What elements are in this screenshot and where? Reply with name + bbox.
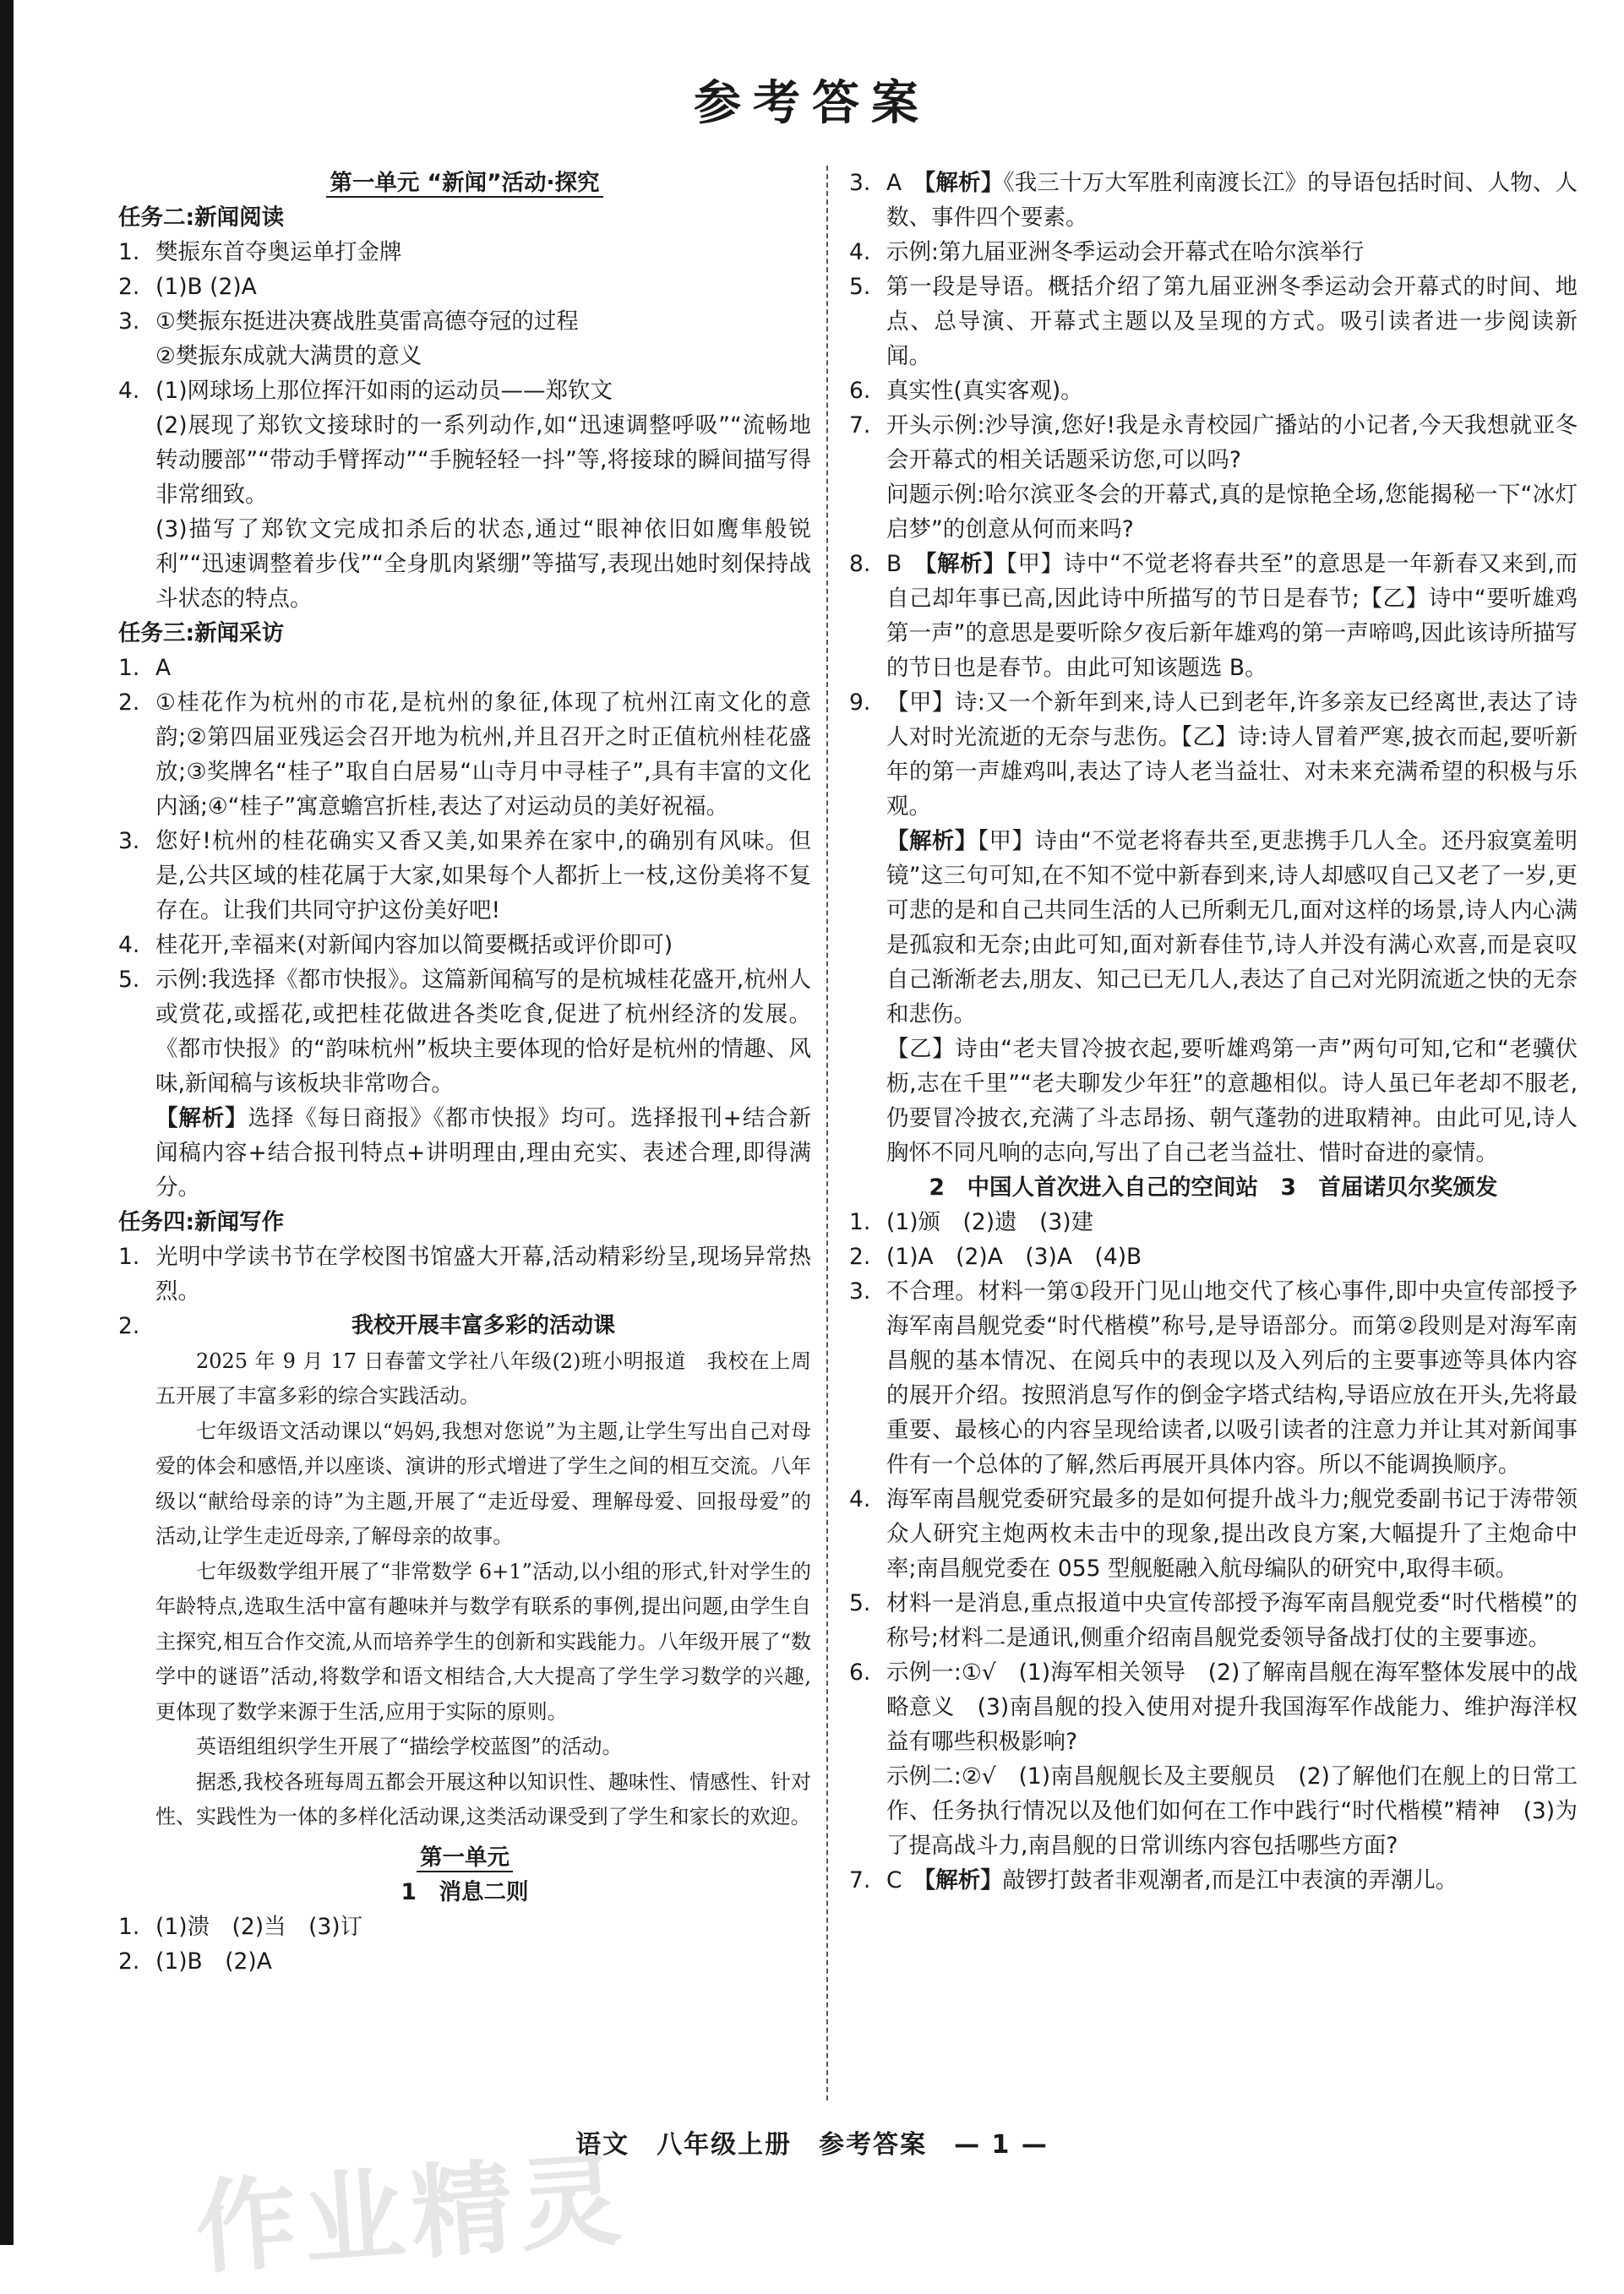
list-item: 4. 海军南昌舰党委研究最多的是如何提升战斗力;舰党委副书记于涛带领众人研究主炮两枚未击中的现象,提出改良方案,大幅提升了主炮命中率;南昌舰党委在 055 型舰艇融入航母编队的研究中,取得丰硕。 bbox=[849, 1486, 1578, 1582]
list-item-sub: 问题示例:哈尔滨亚冬会的开幕式,真的是惊艳全场,您能揭秘一下“冰灯启梦”的创意从何而来吗? bbox=[886, 482, 1578, 542]
lesson-heading: 2 中国人首次进入自己的空间站 3 首届诺贝尔奖颁发 bbox=[929, 1174, 1498, 1201]
list-item: 3. A 【解析】《我三十万大军胜利南渡长江》的导语包括时间、人物、人数、事件四个要素。 bbox=[849, 170, 1578, 231]
page-footer: 语文 八年级上册 参考答案 — 1 — bbox=[575, 2130, 1049, 2160]
list-item: 6. 真实性(真实客观)。 bbox=[849, 378, 1083, 404]
binding-spine bbox=[0, 0, 14, 2245]
list-item-sub: ②樊振东成就大满贯的意义 bbox=[155, 343, 422, 369]
list-item: 8. B 【解析】【甲】诗中“不觉老将春共至”的意思是一年新春又来到,而自己却年事已高,因此诗中所描写的节日是春节;【乙】诗中“要听雄鸡第一声”的意思是要听除夕夜后新年雄鸡的第一声啼鸣,因此该诗所描写的节日也是春节。由此可知该题选 B。 bbox=[849, 551, 1578, 681]
handwritten-essay bbox=[155, 1309, 811, 1835]
list-item: 7. C 【解析】敲锣打鼓者非观潮者,而是江中表演的弄潮儿。 bbox=[849, 1867, 1458, 1894]
list-item-sub: (3)描写了郑钦文完成扣杀后的状态,通过“眼神依旧如鹰隼般锐利”“迅速调整着步伐”“全身肌肉紧绷”等描写,表现出她时刻保持战斗状态的特点。 bbox=[155, 516, 811, 612]
list-item: 2. (1)B (2)A bbox=[118, 274, 257, 300]
list-item: 2. (1)B (2)A bbox=[118, 1948, 272, 1975]
essay-title: 我校开展丰富多彩的活动课 bbox=[351, 1313, 615, 1338]
list-item: 3. 您好!杭州的桂花确实又香又美,如果养在家中,的确别有风味。但是,公共区域的桂花属于大家,如果每个人都折上一枝,这份美将不复存在。让我们共同守护这份美好吧! bbox=[118, 828, 811, 924]
list-item: 7. 开头示例:沙导演,您好!我是永青校园广播站的小记者,今天我想就亚冬会开幕式的相关话题采访您,可以吗? bbox=[849, 412, 1578, 473]
essay-paragraph: 据悉,我校各班每周五都会开展这种以知识性、趣味性、情感性、针对性、实践性为一体的多样化活动课,这类活动课受到了学生和家长的欢迎。 bbox=[155, 1769, 811, 1828]
list-item: 1. 光明中学读书节在学校图书馆盛大开幕,活动精彩纷呈,现场异常热烈。 bbox=[118, 1244, 811, 1305]
list-item: 2. ①桂花作为杭州的市花,是杭州的象征,体现了杭州江南文化的意韵;②第四届亚残运会召开地为杭州,并且召开之时正值杭州桂花盛放;③奖牌名“桂子”取自白居易“山寺月中寻桂子”,具有丰富的文化内涵;④“桂子”寓意蟾宫折桂,表达了对运动员的美好祝福。 bbox=[118, 689, 811, 820]
list-item: 1. (1)颁 (2)遗 (3)建 bbox=[849, 1209, 1094, 1235]
list-item: 5. 示例:我选择《都市快报》。这篇新闻稿写的是杭城桂花盛开,杭州人或赏花,或摇花,或把桂花做进各类吃食,促进了杭州经济的发展。《都市快报》的“韵味杭州”板块主要体现的恰好是杭州的情趣、风味,新闻稿与该板块非常吻合。 bbox=[118, 967, 811, 1097]
list-item: 3. 不合理。材料一第①段开门见山地交代了核心事件,即中央宣传部授予海军南昌舰党委“时代楷模”称号,是导语部分。而第②段则是对海军南昌舰的基本情况、在阅兵中的表现以及入列后的主要事迹等具体内容的展开介绍。按照消息写作的倒金字塔式结构,导语应放在开头,先将最重要、最核心的内容呈现给读者,以吸引读者的注意力并让其对新闻事件有一个总体的了解,然后再展开具体内容。所以不能调换顺序。 bbox=[849, 1278, 1578, 1478]
list-item: 5. 第一段是导语。概括介绍了第九届亚洲冬季运动会开幕式的时间、地点、总导演、开幕式主题以及呈现的方式。吸引读者进一步阅读新闻。 bbox=[849, 274, 1578, 369]
column-divider bbox=[826, 166, 828, 2101]
list-item: 4. 示例:第九届亚洲冬季运动会开幕式在哈尔滨举行 bbox=[849, 239, 1365, 265]
task4-heading: 任务四:新闻写作 bbox=[118, 1209, 285, 1235]
list-item: 1. A bbox=[118, 655, 172, 681]
right-column bbox=[849, 166, 1578, 1898]
list-item: 2. (1)A (2)A (3)A (4)B bbox=[849, 1244, 1142, 1270]
list-item: 2. 我校开展丰富多彩的活动课 2025 年 9 月 17 日春蕾文学社八年级(2)班小明报道 我校在上周五开展了丰富多彩的综合实践活动。 七年级语文活动课以“妈妈,我想对您说”为主题,让学生写出自己对母爱的体会和感悟,并以座谈、演讲的形式增进了学生之间的相互交流。八年级以“献给母亲的诗”为主题,开展了“走近母爱、理解母爱、回报母爱”的活动,让学生走近母亲,了解母亲的故事。 七年级数学组开展了“非常数学 6+1”活动,以小组的形式,针对学生的年龄特点,选取生活中富有趣味并与数学有联系的事例,提出问题,由学生自主探究,相互合作交流,从而培养学生的创新和实践能力。八年级开展了“数学中的谜语”活动,将数学和语文相结合,大大提高了学生学习数学的兴趣,更体现了数学来源于生活,应用于实际的原则。 英语组组织学生开展了“描绘学校蓝图”的活动。 据悉,我校各班每周五都会开展这种以知识性、趣味性、情感性、针对性、实践性为一体的多样化活动课,这类活动课受到了学生和家长的欢迎。 bbox=[118, 1309, 811, 1835]
list-item: 9. 【甲】诗:又一个新年到来,诗人已到老年,许多亲友已经离世,表达了诗人对时光流逝的无奈与悲伤。【乙】诗:诗人冒着严寒,披衣而起,要听新年的第一声雄鸡叫,表达了诗人老当益壮、对未来充满希望的积极与乐观。 bbox=[849, 689, 1578, 820]
unit1-heading: 第一单元 bbox=[118, 1840, 811, 1875]
essay-paragraph: 英语组组织学生开展了“描绘学校蓝图”的活动。 bbox=[196, 1735, 623, 1758]
essay-paragraph: 七年级数学组开展了“非常数学 6+1”活动,以小组的形式,针对学生的年龄特点,选取生活中富有趣味并与数学有联系的事例,提出问题,由学生自主探究,相互合作交流,从而培养学生的创新和实践能力。八年级开展了“数学中的谜语”活动,将数学和语文相结合,大大提高了学生学习数学的兴趣,更体现了数学来源于生活,应用于实际的原则。 bbox=[155, 1559, 811, 1724]
watermark: 作业精灵 bbox=[191, 2141, 631, 2289]
list-item: 3. ①樊振东挺进决赛战胜莫雷高德夺冠的过程 bbox=[118, 308, 579, 335]
analysis-note: 【乙】诗由“老夫冒冷披衣起,要听雄鸡第一声”两句可知,它和“老骥伏枥,志在千里”“老夫聊发少年狂”的意趣相似。诗人虽已年老却不服老,仍要冒冷披衣,充满了斗志昂扬、朝气蓬勃的进取精神。由此可见,诗人胸怀不同凡响的志向,写出了自己老当益壮、惜时奋进的豪情。 bbox=[886, 1036, 1578, 1166]
list-item: 4. 桂花开,幸福来(对新闻内容加以简要概括或评价即可) bbox=[118, 932, 673, 958]
list-item-sub: 示例二:②√ (1)南昌舰舰长及主要舰员 (2)了解他们在舰上的日常工作、任务执行情况以及他们如何在工作中践行“时代楷模”精神 (3)为了提高战斗力,南昌舰的日常训练内容包括哪些方面? bbox=[886, 1763, 1578, 1859]
list-item-sub: (2)展现了郑钦文接球时的一系列动作,如“迅速调整呼吸”“流畅地转动腰部”“带动手臂挥动”“手腕轻轻一抖”等,将接球的瞬间描写得非常细致。 bbox=[155, 412, 811, 508]
list-item: 6. 示例一:①√ (1)海军相关领导 (2)了解南昌舰在海军整体发展中的战略意义 (3)南昌舰的投入使用对提升我国海军作战能力、维护海洋权益有哪些积极影响? bbox=[849, 1659, 1578, 1755]
analysis-note: 【解析】【甲】诗由“不觉老将春共至,更悲携手几人全。还丹寂寞羞明镜”这三句可知,在不知不觉中新春到来,诗人却感叹自己又老了一岁,更可悲的是和自己共同生活的人已所剩无几,面对这样的场景,诗人内心满是孤寂和无奈;由此可知,面对新春佳节,诗人并没有满心欢喜,而是哀叹自己渐渐老去,朋友、知己已无几人,表达了自己对光阴流逝之快的无奈和悲伤。 bbox=[886, 828, 1578, 1027]
list-item: 5. 材料一是消息,重点报道中央宣传部授予海军南昌舰党委“时代楷模”的称号;材料二是通讯,侧重介绍南昌舰党委领导备战打仗的主要事迹。 bbox=[849, 1590, 1578, 1651]
left-column bbox=[118, 166, 811, 1979]
list-item: 1. 樊振东首夺奥运单打金牌 bbox=[118, 239, 402, 265]
essay-paragraph: 七年级语文活动课以“妈妈,我想对您说”为主题,让学生写出自己对母爱的体会和感悟,并以座谈、演讲的形式增进了学生之间的相互交流。八年级以“献给母亲的诗”为主题,开展了“走近母爱、理解母爱、回报母爱”的活动,让学生走近母亲,了解母亲的故事。 bbox=[155, 1419, 811, 1548]
list-item: 4. (1)网球场上那位挥汗如雨的运动员——郑钦文 bbox=[118, 378, 613, 404]
list-item: 1. (1)溃 (2)当 (3)订 bbox=[118, 1913, 363, 1940]
page-title: 参考答案 bbox=[694, 75, 930, 131]
task3-heading: 任务三:新闻采访 bbox=[118, 620, 285, 646]
task2-heading: 任务二:新闻阅读 bbox=[118, 204, 285, 231]
essay-paragraph: 2025 年 9 月 17 日春蕾文学社八年级(2)班小明报道 我校在上周五开展了丰富多彩的综合实践活动。 bbox=[155, 1349, 811, 1408]
lesson-heading: 1 消息二则 bbox=[401, 1878, 529, 1905]
unit-heading: 第一单元 “新闻”活动·探究 bbox=[118, 166, 811, 200]
analysis-note: 【解析】选择《每日商报》《都市快报》均可。选择报刊+结合新闻稿内容+结合报刊特点+讲明理由,理由充实、表述合理,即得满分。 bbox=[155, 1105, 811, 1201]
